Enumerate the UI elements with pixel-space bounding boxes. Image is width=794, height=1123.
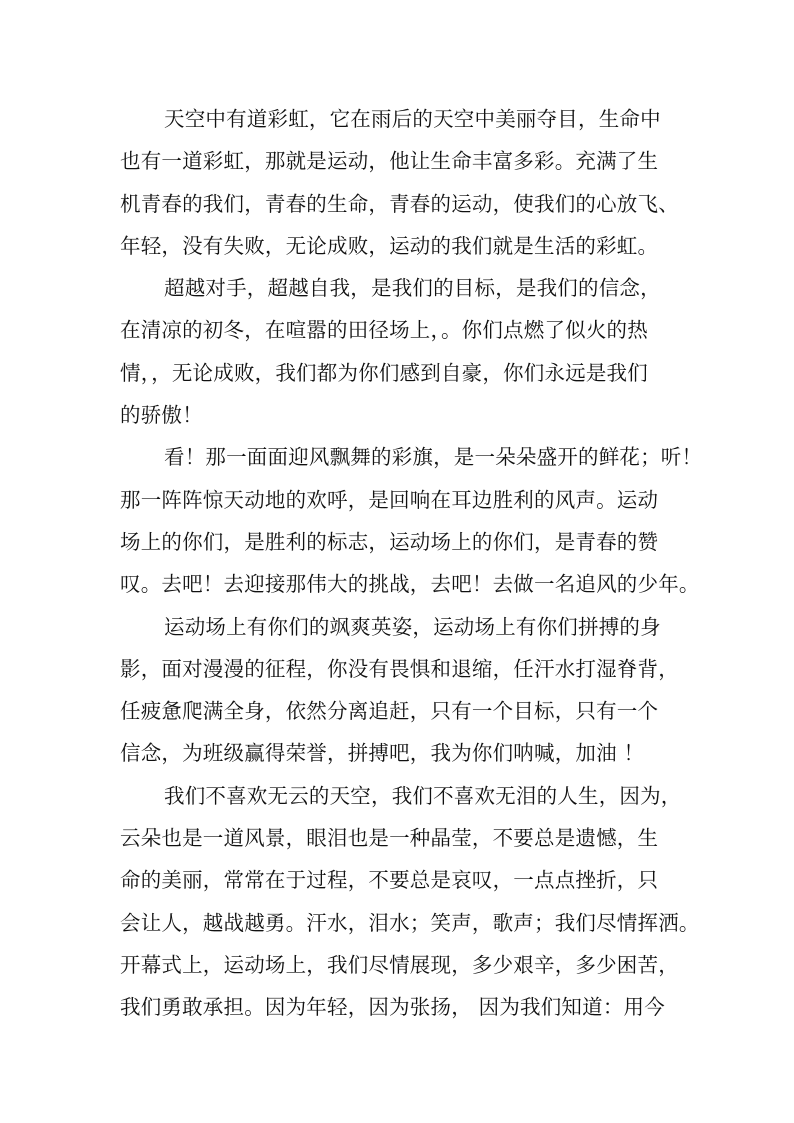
text-line: 开幕式上，运动场上，我们尽情展现，多少艰辛，多少困苦， bbox=[120, 952, 679, 977]
paragraph-5 bbox=[120, 775, 700, 1029]
text-line: 年轻，没有失败，无论成败，运动的我们就是生活的彩虹。 bbox=[120, 233, 659, 258]
text-line: 在清凉的初冬，在喧嚣的田径场上，。你们点燃了似火的热 bbox=[120, 318, 648, 343]
text-line: 的骄傲！ bbox=[120, 403, 203, 428]
text-line: 天空中有道彩虹，它在雨后的天空中美丽夺目，生命中 bbox=[164, 107, 661, 131]
text-line: 命的美丽，常常在于过程，不要总是哀叹，一点点挫折，只 bbox=[120, 868, 659, 893]
paragraph-1 bbox=[120, 98, 686, 267]
text-line: 影，面对漫漫的征程，你没有畏惧和退缩，任汗水打湿脊背， bbox=[120, 656, 679, 681]
text-line: 运动场上有你们的飒爽英姿，运动场上有你们拼搏的身 bbox=[164, 614, 661, 639]
paragraph-4 bbox=[120, 606, 686, 775]
text-line: 机青春的我们，青春的生命，青春的运动，使我们的心放飞、 bbox=[120, 191, 679, 216]
text-line: 我们勇敢承担。因为年轻，因为张扬， 因为我们知道：用今 bbox=[120, 995, 665, 1020]
text-line: 会让人，越战越勇。汗水，泪水；笑声，歌声；我们尽情挥洒。 bbox=[120, 910, 700, 935]
text-line: 情，，无论成败，我们都为你们感到自豪，你们永远是我们 bbox=[120, 360, 648, 385]
text-line: 也有一道彩虹，那就是运动，他让生命丰富多彩。充满了生 bbox=[120, 149, 659, 174]
paragraph-2 bbox=[120, 267, 686, 436]
document-body bbox=[120, 98, 703, 1029]
paragraph-3 bbox=[120, 436, 703, 605]
text-line: 看！那一面面迎风飘舞的彩旗，是一朵朵盛开的鲜花；听！ bbox=[164, 445, 703, 470]
text-line: 信念，为班级赢得荣誉，拼搏吧，我为你们呐喊，加油 ！ bbox=[120, 741, 645, 766]
text-line: 任疲惫爬满全身，依然分离追赶，只有一个目标，只有一个 bbox=[120, 699, 659, 724]
text-line: 叹。去吧！去迎接那伟大的挑战，去吧！去做一名追风的少年。 bbox=[120, 572, 700, 597]
text-line: 我们不喜欢无云的天空，我们不喜欢无泪的人生，因为， bbox=[164, 783, 682, 808]
text-line: 超越对手，超越自我，是我们的目标，是我们的信念， bbox=[164, 276, 661, 301]
text-line: 场上的你们，是胜利的标志，运动场上的你们，是青春的赞 bbox=[120, 529, 659, 554]
text-line: 云朵也是一道风景，眼泪也是一种晶莹，不要总是遗憾，生 bbox=[120, 826, 659, 851]
text-line: 那一阵阵惊天动地的欢呼，是回响在耳边胜利的风声。运动 bbox=[120, 487, 659, 512]
